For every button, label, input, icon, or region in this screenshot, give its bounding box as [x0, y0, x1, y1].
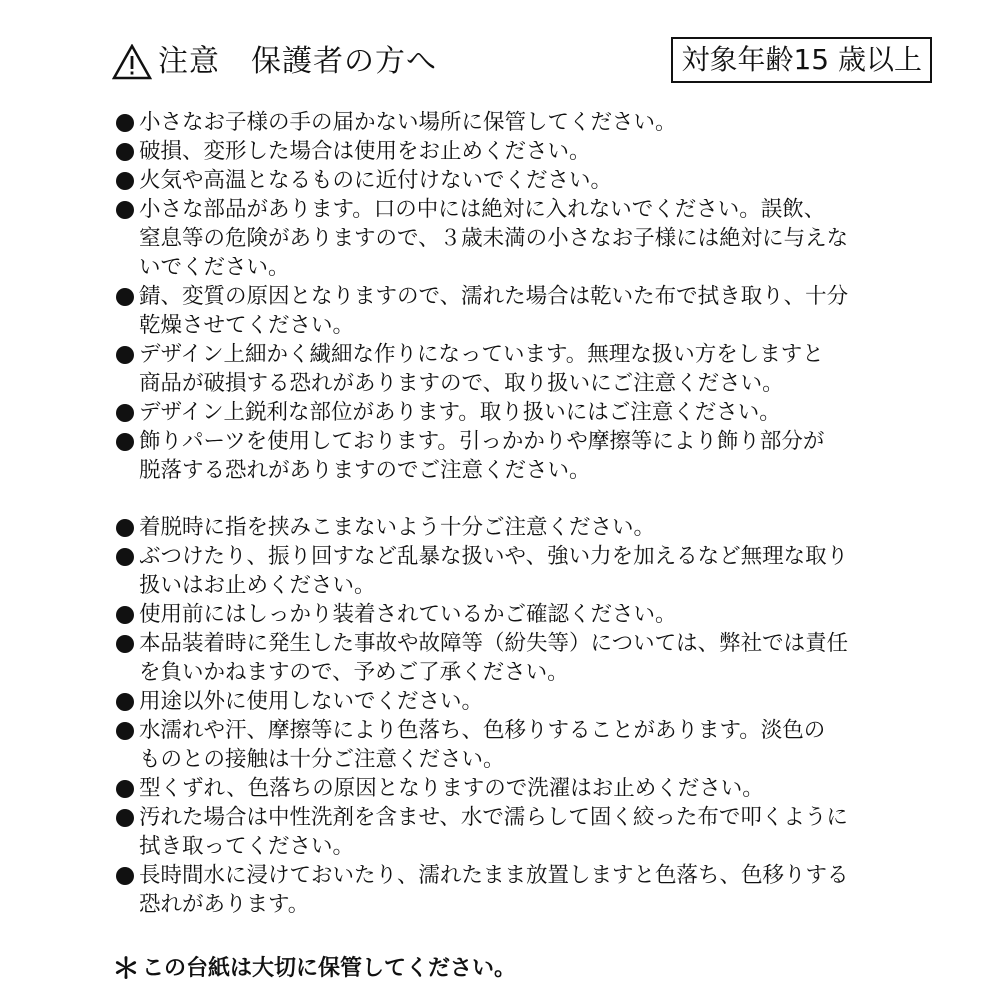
caution-text-line: 用途以外に使用しないでください。	[139, 689, 484, 714]
caution-text-line: デザイン上鋭利な部位があります。取り扱いにはご注意ください。	[139, 400, 781, 425]
caution-item	[112, 687, 942, 716]
caution-text-line: 火気や高温となるものに近付けないでください。	[139, 168, 613, 193]
bullet-icon	[116, 288, 134, 306]
caution-item	[112, 427, 942, 485]
age-badge: 対象年齢15 歳以上	[671, 37, 932, 83]
caution-item	[112, 108, 942, 137]
bullet-icon	[116, 780, 134, 798]
caution-text-line: 破損、変形した場合は使用をお止めください。	[139, 139, 591, 164]
caution-text-line: 商品が破損する恐れがありますので、取り扱いにご注意ください。	[139, 371, 784, 396]
title-text: 注意 保護者の方へ	[158, 44, 437, 79]
caution-text-line: 本品装着時に発生した事故や故障等（紛失等）については、弊社では責任	[139, 631, 849, 656]
caution-item	[112, 282, 942, 340]
caution-item	[112, 513, 942, 542]
caution-text-line: いでください。	[139, 255, 290, 280]
caution-item	[112, 600, 942, 629]
warning-triangle-icon	[112, 44, 152, 80]
bullet-icon	[116, 519, 134, 537]
bullet-icon	[116, 867, 134, 885]
caution-item	[112, 803, 942, 861]
caution-item	[112, 398, 942, 427]
notice-content	[112, 108, 942, 919]
caution-text-line: 小さな部品があります。口の中には絶対に入れないでください。誤飲、	[139, 197, 826, 222]
caution-text-line: 脱落する恐れがありますのでご注意ください。	[139, 458, 591, 483]
caution-text-line: ぶつけたり、振り回すなど乱暴な扱いや、強い力を加えるなど無理な取り	[139, 544, 849, 569]
caution-section	[112, 513, 942, 919]
caution-item	[112, 340, 942, 398]
footer-text: この台紙は大切に保管してください。	[142, 956, 517, 981]
bullet-icon	[116, 172, 134, 190]
caution-text-line: 長時間水に浸けておいたり、濡れたまま放置しますと色落ち、色移りする	[139, 863, 849, 888]
bullet-icon	[116, 201, 134, 219]
caution-text-line: 使用前にはしっかり装着されているかご確認ください。	[139, 602, 677, 627]
bullet-icon	[116, 722, 134, 740]
caution-item	[112, 195, 942, 282]
header	[112, 40, 932, 88]
caution-text-line: 水濡れや汗、摩擦等により色落ち、色移りすることがあります。淡色の	[139, 718, 826, 743]
caution-item	[112, 166, 942, 195]
bullet-icon	[116, 693, 134, 711]
footer-note	[112, 953, 516, 985]
bullet-icon	[116, 548, 134, 566]
caution-text-line: 飾りパーツを使用しております。引っかかりや摩擦等により飾り部分が	[139, 429, 825, 454]
caution-text-line: 錆、変質の原因となりますので、濡れた場合は乾いた布で拭き取り、十分	[139, 284, 849, 309]
caution-text-line: 乾燥させてください。	[139, 313, 355, 338]
caution-item	[112, 774, 942, 803]
caution-text-line: 着脱時に指を挟みこまないよう十分ご注意ください。	[139, 515, 656, 540]
caution-item	[112, 861, 942, 919]
notice-title	[112, 42, 437, 82]
asterisk-mark: ＊	[112, 952, 141, 985]
bullet-icon	[116, 143, 134, 161]
caution-item	[112, 542, 942, 600]
caution-item	[112, 629, 942, 687]
caution-text-line: 窒息等の危険がありますので、３歳未満の小さなお子様には絶対に与えな	[139, 226, 849, 251]
caution-text-line: を負いかねますので、予めご了承ください。	[139, 660, 569, 685]
bullet-icon	[116, 635, 134, 653]
bullet-icon	[116, 404, 134, 422]
bullet-icon	[116, 433, 134, 451]
bullet-icon	[116, 346, 134, 364]
caution-text-line: 型くずれ、色落ちの原因となりますので洗濯はお止めください。	[139, 776, 764, 801]
caution-text-line: 恐れがあります。	[139, 892, 310, 917]
caution-item	[112, 716, 942, 774]
bullet-icon	[116, 606, 134, 624]
caution-text-line: 扱いはお止めください。	[139, 573, 376, 598]
caution-text-line: 小さなお子様の手の届かない場所に保管してください。	[139, 110, 677, 135]
bullet-icon	[116, 114, 134, 132]
caution-text-line: 拭き取ってください。	[139, 834, 355, 859]
bullet-icon	[116, 809, 134, 827]
caution-item	[112, 137, 942, 166]
caution-text-line: ものとの接触は十分ご注意ください。	[139, 747, 505, 772]
caution-text-line: デザイン上細かく繊細な作りになっています。無理な扱い方をしますと	[139, 342, 824, 367]
caution-section	[112, 108, 942, 485]
caution-text-line: 汚れた場合は中性洗剤を含ませ、水で濡らして固く絞った布で叩くように	[139, 805, 848, 830]
